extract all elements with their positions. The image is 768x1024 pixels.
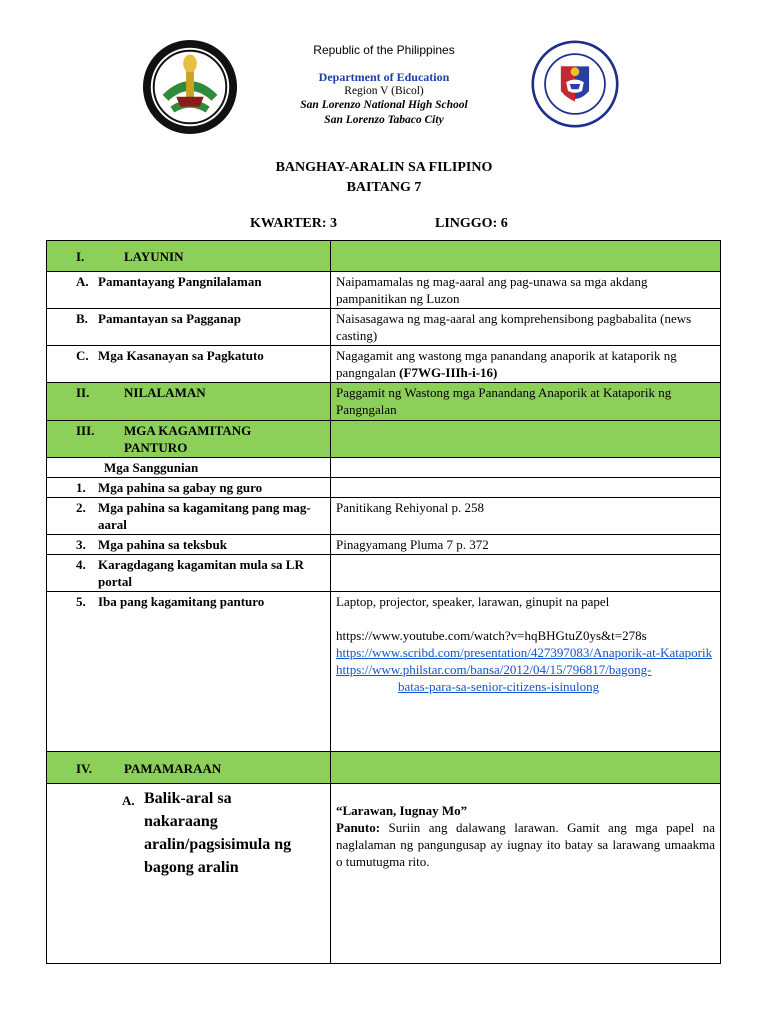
row-label: Mga pahina sa teksbuk	[98, 537, 227, 552]
section-row-kagamitan	[47, 421, 721, 458]
table-row	[47, 309, 721, 346]
table-row	[47, 592, 721, 752]
youtube-url: https://www.youtube.com/watch?v=hqBHGtuZ0ys&t=278s	[336, 628, 647, 643]
table-row	[47, 555, 721, 592]
row-number: II.	[76, 385, 90, 400]
city-text: San Lorenzo Tabaco City	[324, 114, 444, 126]
republic-text: Republic of the Philippines	[313, 43, 455, 57]
philstar-link-continued[interactable]: batas-para-sa-senior-citizens-isinulong	[398, 679, 600, 694]
row-label: Mga pahina sa kagamitang pang mag-aaral	[98, 500, 311, 532]
table-row	[47, 784, 721, 964]
row-label: Pamantayan sa Pagganap	[98, 311, 242, 326]
table-row	[47, 498, 721, 535]
grade-level: BAITANG 7	[346, 180, 422, 195]
row-value: Paggamit ng Wastong mga Panandang Anaporik at Kataporik ng Pangngalan	[331, 383, 721, 421]
section-label: PAMAMARAAN	[124, 761, 222, 776]
row-number: A.	[76, 274, 89, 289]
region-text: Region V (Bicol)	[344, 85, 424, 97]
row-number: B.	[76, 311, 88, 326]
row-number: 2.	[76, 500, 86, 515]
row-letter: A.	[122, 793, 135, 808]
activity-title: “Larawan, Iugnay Mo”	[336, 803, 468, 818]
row-value: Panitikang Rehiyonal p. 258	[331, 498, 721, 535]
row-number: 1.	[76, 480, 86, 495]
department-text: Department of Education	[318, 70, 450, 84]
table-row	[47, 346, 721, 383]
row-label: Mga Sanggunian	[104, 460, 199, 475]
row-label: Pamantayang Pangnilalaman	[98, 274, 262, 289]
row-label: Iba pang kagamitang panturo	[98, 594, 265, 609]
school-name: San Lorenzo National High School	[300, 99, 468, 111]
row-number: C.	[76, 348, 89, 363]
table-row	[47, 272, 721, 309]
section-row-layunin	[47, 241, 721, 272]
quarter-label: KWARTER: 3	[250, 216, 338, 231]
lesson-plan-table	[46, 240, 721, 964]
row-number: IV.	[76, 761, 93, 776]
row-number: I.	[76, 249, 85, 264]
row-value: Nagagamit ang wastong mga panandang anaporik at kataporik ng pangngalan	[336, 348, 677, 380]
section-label: LAYUNIN	[124, 249, 184, 264]
week-label: LINGGO: 6	[435, 216, 508, 231]
section-row-pamamaraan	[47, 752, 721, 784]
row-number: 3.	[76, 537, 86, 552]
materials-list: Laptop, projector, speaker, larawan, ginupit na papel	[336, 594, 610, 609]
section-row-nilalaman	[47, 383, 721, 421]
row-number: 5.	[76, 594, 86, 609]
scribd-link[interactable]: https://www.scribd.com/presentation/427397083/Anaporik-at-Kataporik	[336, 645, 713, 660]
row-label: Balik-aral sa nakaraang aralin/pagsisimula ng bagong aralin	[144, 790, 292, 876]
table-row	[47, 535, 721, 555]
row-value: Naipamamalas ng mag-aaral ang pag-unawa sa mga akdang pampanitikan ng Luzon	[331, 272, 721, 309]
instruction-text: Suriin ang dalawang larawan. Gamit ang mga papel na naglalaman ng pangungusap ay iugnay ito batay sa larawang umaakma o tumutugma rito.	[336, 820, 715, 869]
philstar-link[interactable]: https://www.philstar.com/bansa/2012/04/15/796817/bagong-	[336, 662, 652, 677]
section-label: MGA KAGAMITANG PANTURO	[124, 423, 252, 455]
row-number: 4.	[76, 557, 86, 572]
row-label: Mga Kasanayan sa Pagkatuto	[98, 348, 264, 363]
table-row	[47, 478, 721, 498]
instruction-label: Panuto:	[336, 820, 381, 835]
row-number: III.	[76, 423, 95, 438]
section-label: NILALAMAN	[124, 385, 206, 400]
row-label: Karagdagang kagamitan mula sa LR portal	[98, 557, 304, 589]
document-header	[0, 0, 768, 140]
competency-code: (F7WG-IIIh-i-16)	[399, 365, 498, 380]
table-row	[47, 458, 721, 478]
row-label: Mga pahina sa gabay ng guro	[98, 480, 263, 495]
row-value: Pinagyamang Pluma 7 p. 372	[331, 535, 721, 555]
document-title: BANGHAY-ARALIN SA FILIPINO	[275, 160, 493, 175]
row-value: Naisasagawa ng mag-aaral ang komprehensibong pagbabalita (news casting)	[331, 309, 721, 346]
